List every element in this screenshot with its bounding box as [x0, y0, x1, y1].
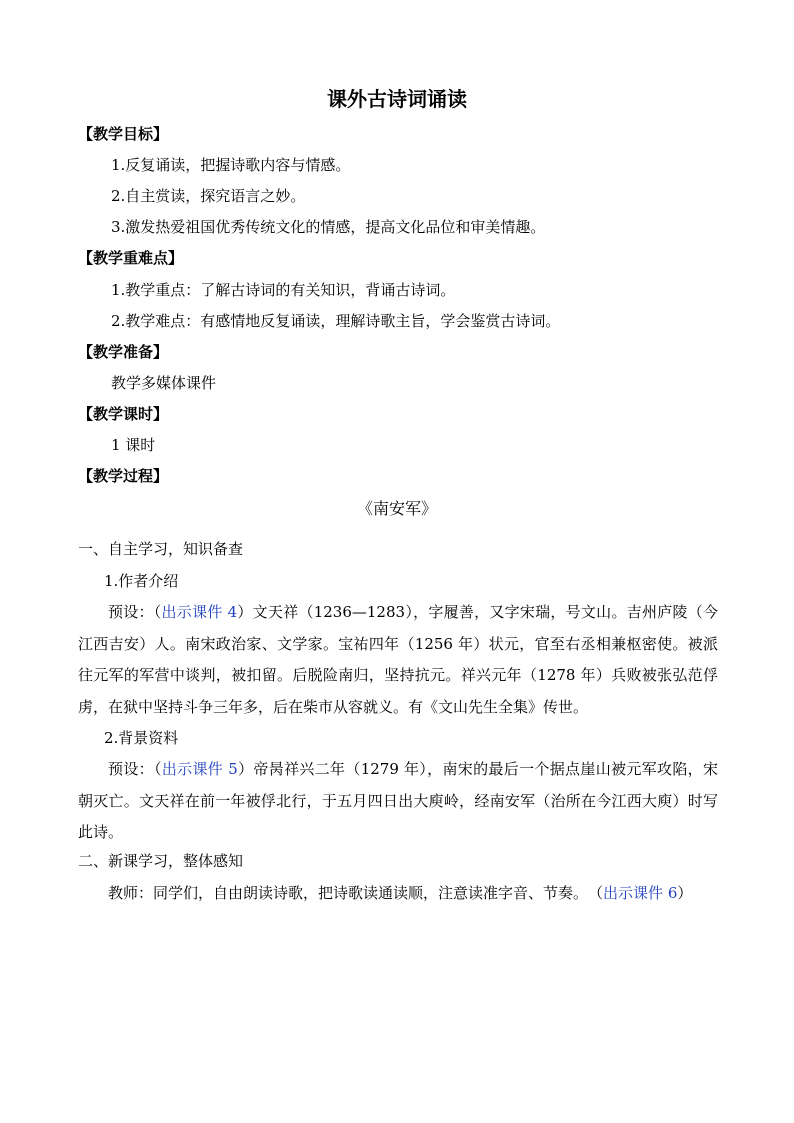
author-body: ）文天祥（1236—1283），字履善，又字宋瑞，号文山。吉州庐陵（今江西吉安）人。南宋政治家、文学家。宝祐四年（1256 年）状元，官至右丞相兼枢密使。被派往元军的军营中谈判，被扣留。后脱险南归，坚持抗元。祥兴元年（1278 年）兵败被张弘范俘虏，在狱中坚持斗争三年多，后在柴市从容就义。有《文山先生全集》传世。 [78, 603, 718, 716]
background-heading: 2.背景资料 [104, 729, 179, 747]
hours-text: 1 课时 [111, 436, 156, 454]
author-heading: 1.作者介绍 [104, 572, 179, 590]
goal-item: 1.反复诵读，把握诗歌内容与情感。 [111, 156, 351, 174]
part1-heading: 一、自主学习，知识备查 [78, 540, 244, 558]
section-heading-preparation: 【教学准备】 [78, 343, 169, 361]
goal-item: 3.激发热爱祖国优秀传统文化的情感，提高文化品位和审美情趣。 [111, 218, 546, 236]
part2-open: （ [595, 884, 604, 902]
courseware-link-4[interactable]: 出示课件 4 [161, 603, 238, 621]
courseware-link-6[interactable]: 出示课件 6 [603, 884, 678, 902]
key-point-item: 1.教学重点：了解古诗词的有关知识，背诵古诗词。 [111, 281, 456, 299]
section-heading-hours: 【教学课时】 [78, 405, 169, 423]
background-prefix: 预设：（ [108, 760, 162, 778]
goal-item: 2.自主赏读，探究语言之妙。 [111, 187, 306, 205]
author-paragraph [78, 597, 718, 723]
part2-close: ） [677, 884, 693, 902]
poem-title: 《南安军》 [356, 499, 437, 518]
part2-text: 教师：同学们，自由朗读诗歌，把诗歌读通读顺，注意读准字音、节奏。 [108, 884, 581, 902]
preparation-text: 教学多媒体课件 [111, 374, 217, 392]
section-heading-key-points: 【教学重难点】 [78, 249, 184, 267]
background-paragraph [78, 754, 718, 849]
author-prefix: 预设：（ [108, 603, 162, 621]
section-heading-process: 【教学过程】 [78, 467, 169, 485]
key-point-item: 2.教学难点：有感情地反复诵读，理解诗歌主旨，学会鉴赏古诗词。 [111, 312, 561, 330]
courseware-link-5[interactable]: 出示课件 5 [161, 760, 238, 778]
document-title: 课外古诗词诵读 [327, 87, 467, 111]
section-heading-goals: 【教学目标】 [78, 125, 169, 143]
part2-paragraph [78, 878, 718, 910]
background-body: ）帝昺祥兴二年（1279 年），南宋的最后一个据点崖山被元军攻陷，宋朝灭亡。文天祥在前一年被俘北行，于五月四日出大庾岭，经南安军（治所在今江西大庾）时写此诗。 [78, 760, 718, 841]
part2-heading: 二、新课学习，整体感知 [78, 852, 244, 870]
